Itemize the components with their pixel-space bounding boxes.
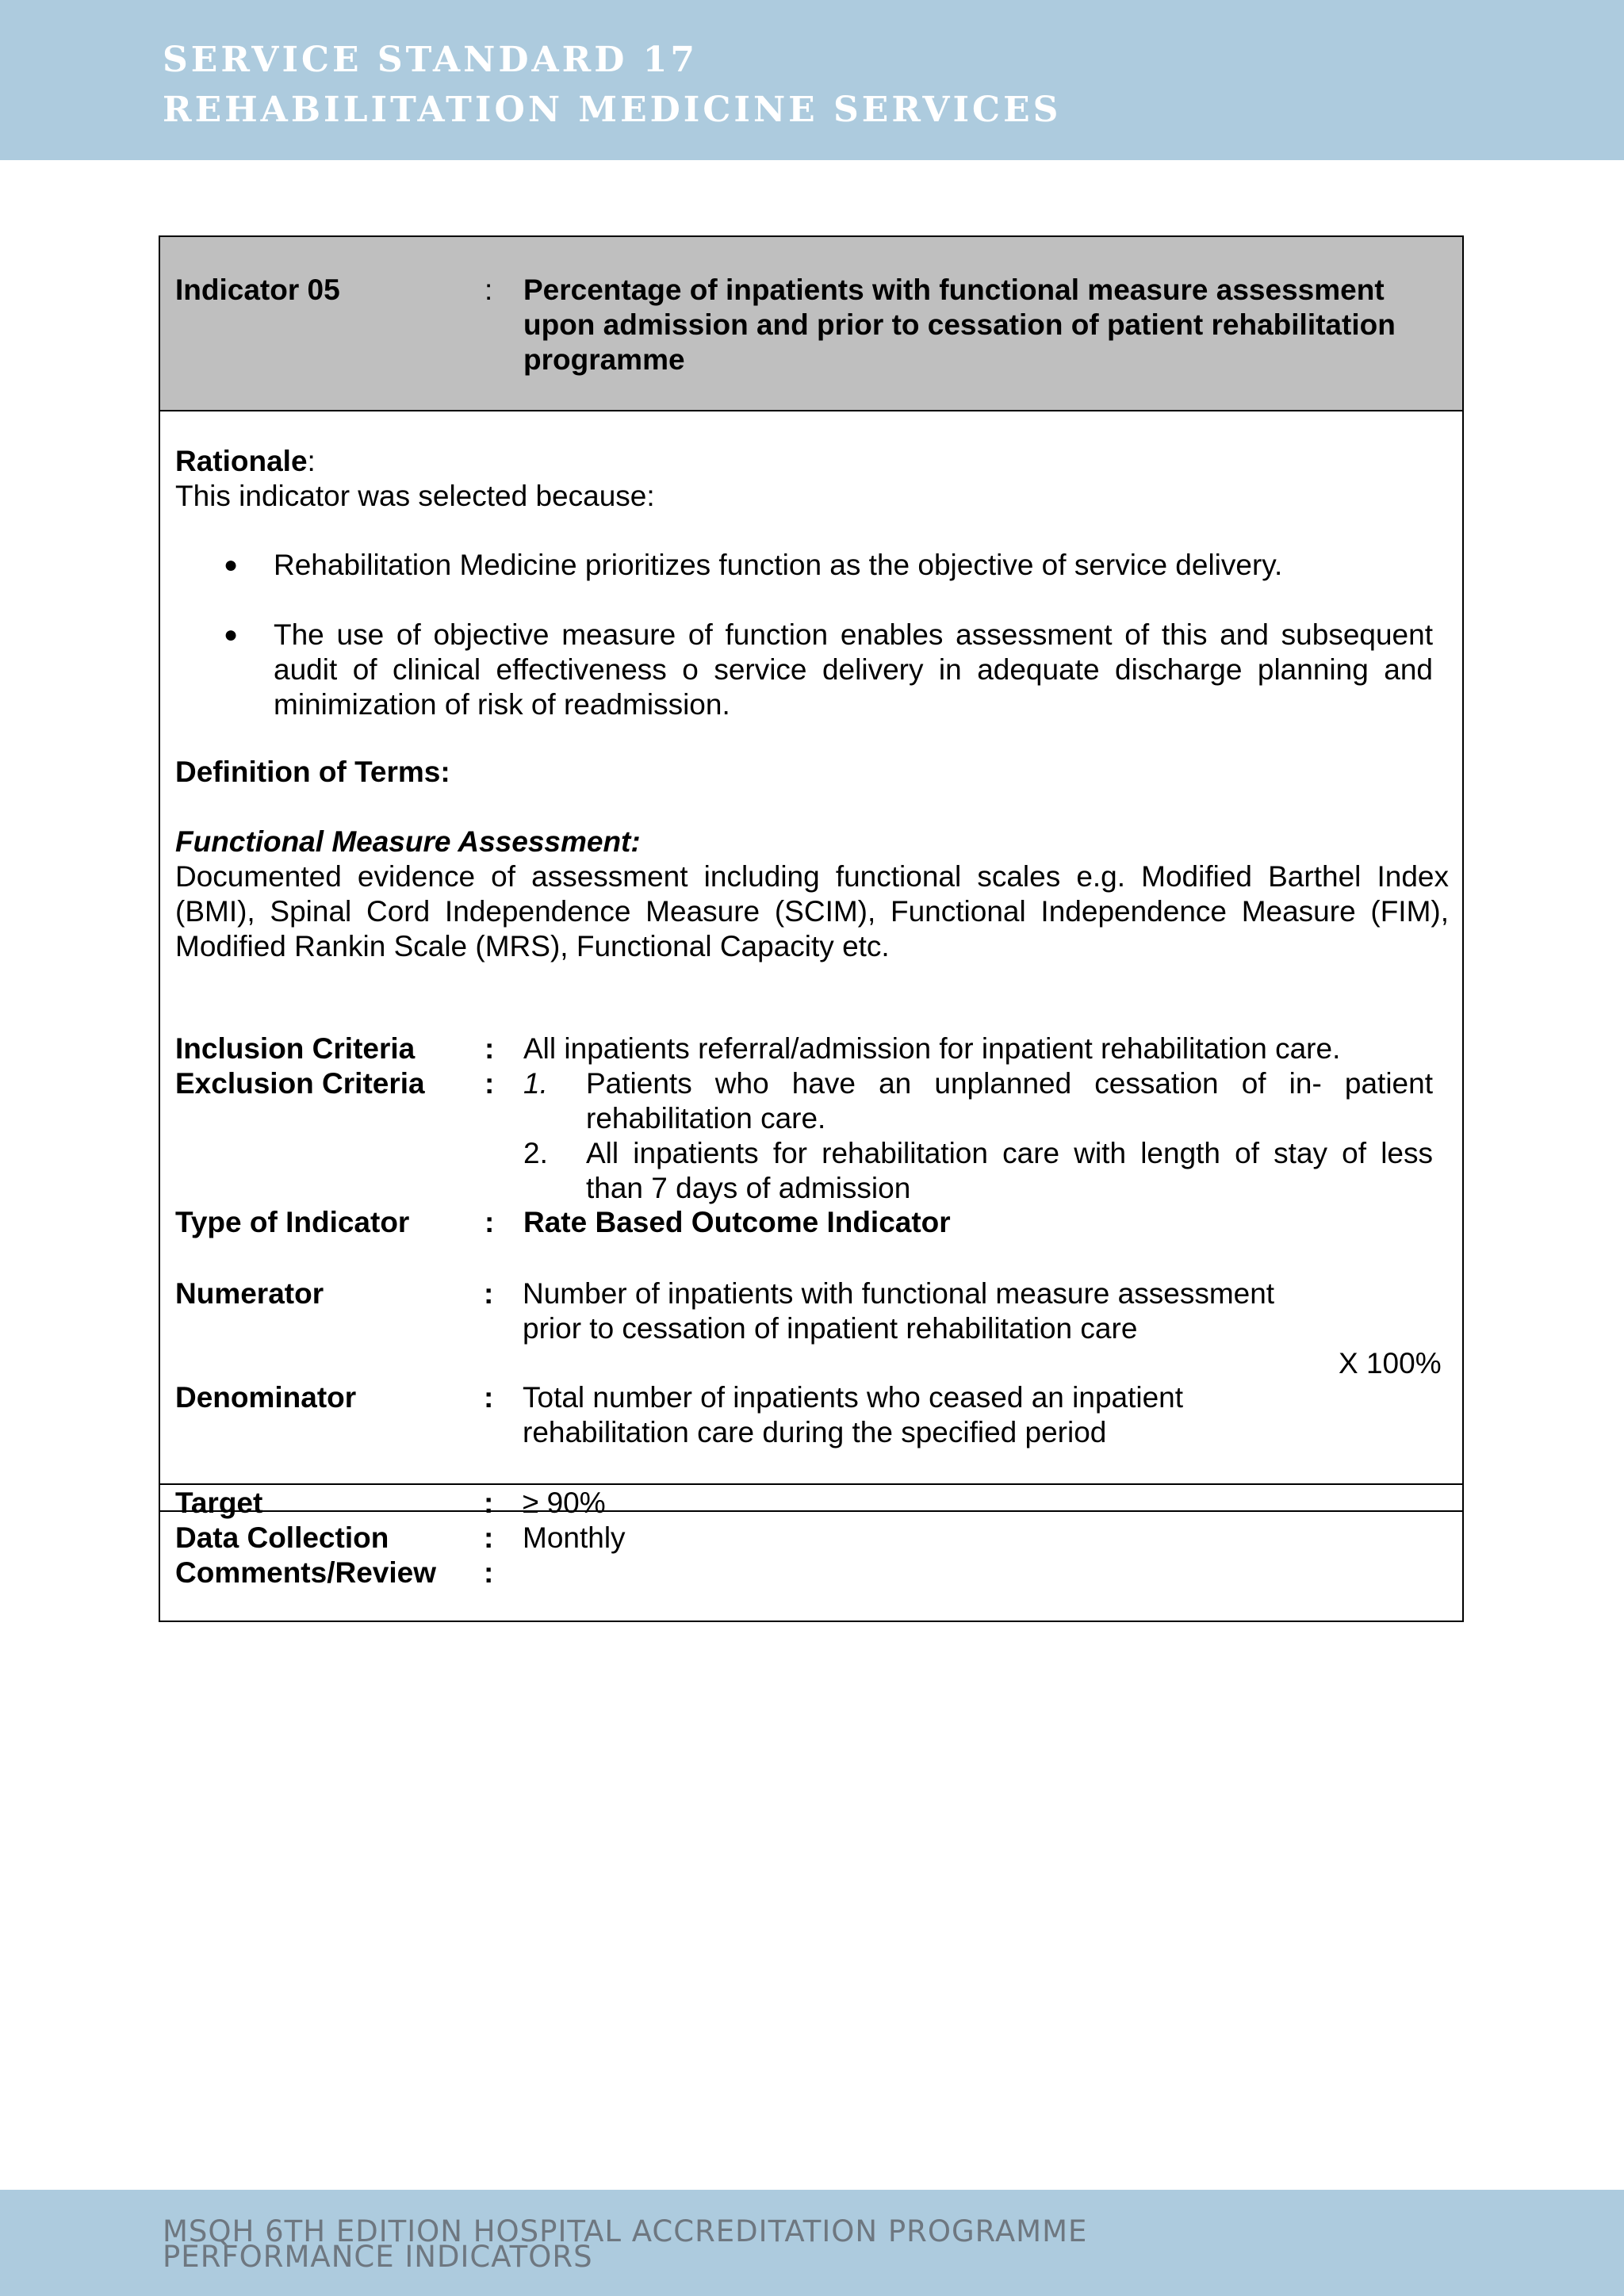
rationale-bullet-2: The use of objective measure of function enables assessment of this and subsequent audit of clinical effectiveness o service delivery in adequate discharge planning and minimization of risk of readmission. [274, 618, 1433, 721]
indicator-title-line-2: upon admission and prior to cessation of patient rehabilitation [523, 308, 1396, 341]
exclusion-item-1: Patients who have an unplanned cessation of in- patient rehabilitation care. [586, 1067, 1433, 1135]
top-banner [0, 0, 1624, 160]
type-colon: : [485, 1206, 495, 1238]
header-colon: : [485, 274, 493, 306]
comments-colon: : [484, 1556, 494, 1589]
footer-programme: MSQH 6TH EDITION HOSPITAL ACCREDITATION PROGRAMME [163, 2214, 1088, 2248]
standard-number: SERVICE STANDARD 17 [163, 40, 698, 80]
footer-subtitle: PERFORMANCE INDICATORS [163, 2240, 593, 2274]
definitions-heading: Definition of Terms: [175, 756, 450, 788]
exclusion-item-2: All inpatients for rehabilitation care with length of stay of less than 7 days of admission [586, 1137, 1433, 1204]
definition-text: Documented evidence of assessment including functional scales e.g. Modified Barthel Index (BMI), Spinal Cord Independence Measure (SCIM), Functional Independence Measure (FIM), Modified Rankin Scale (MRS), Functional Capacity etc. [175, 860, 1449, 962]
bullet-icon: ● [224, 552, 239, 578]
numerator-label: Numerator [175, 1277, 324, 1310]
inclusion-text: All inpatients referral/admission for inpatient rehabilitation care. [523, 1032, 1341, 1065]
target-value: ≥ 90% [523, 1487, 606, 1519]
rationale-intro: This indicator was selected because: [175, 480, 655, 512]
indicator-header [160, 237, 1462, 411]
exclusion-item-number: 2. [523, 1137, 548, 1169]
indicator-label: Indicator 05 [175, 274, 340, 306]
collection-colon: : [484, 1521, 494, 1554]
indicator-title-line-3: programme [523, 343, 685, 376]
comments-label: Comments/Review [175, 1556, 436, 1589]
numerator-line-1: Number of inpatients with functional measure assessment [523, 1277, 1275, 1310]
inclusion-label: Inclusion Criteria [175, 1032, 416, 1065]
multiplier: X 100% [1339, 1347, 1442, 1380]
bullet-icon: ● [224, 622, 239, 648]
target-colon: : [484, 1487, 494, 1519]
target-label: Target [175, 1487, 263, 1519]
denominator-colon: : [484, 1381, 494, 1414]
standard-title: REHABILITATION MEDICINE SERVICES [163, 90, 1062, 130]
exclusion-item-number: 1. [523, 1067, 548, 1100]
rationale-heading [175, 444, 316, 479]
definition-term: Functional Measure Assessment: [175, 825, 641, 858]
collection-value: Monthly [523, 1521, 626, 1554]
numerator-line-2: prior to cessation of inpatient rehabilitation care [523, 1312, 1138, 1345]
collection-label: Data Collection [175, 1521, 389, 1554]
numerator-colon: : [484, 1277, 494, 1310]
exclusion-label: Exclusion Criteria [175, 1067, 425, 1100]
exclusion-colon: : [485, 1067, 495, 1100]
type-label: Type of Indicator [175, 1206, 410, 1238]
rationale-bullet-1: Rehabilitation Medicine prioritizes function as the objective of service delivery. [274, 549, 1283, 581]
inclusion-colon: : [485, 1032, 495, 1065]
type-text: Rate Based Outcome Indicator [523, 1206, 951, 1238]
denominator-line-1: Total number of inpatients who ceased an inpatient [523, 1381, 1184, 1414]
rationale-colon: : [307, 445, 316, 477]
rationale-label: Rationale [175, 445, 308, 477]
denominator-label: Denominator [175, 1381, 357, 1414]
indicator-title-line-1: Percentage of inpatients with functional measure assessment [523, 274, 1385, 306]
denominator-line-2: rehabilitation care during the specified period [523, 1416, 1107, 1448]
